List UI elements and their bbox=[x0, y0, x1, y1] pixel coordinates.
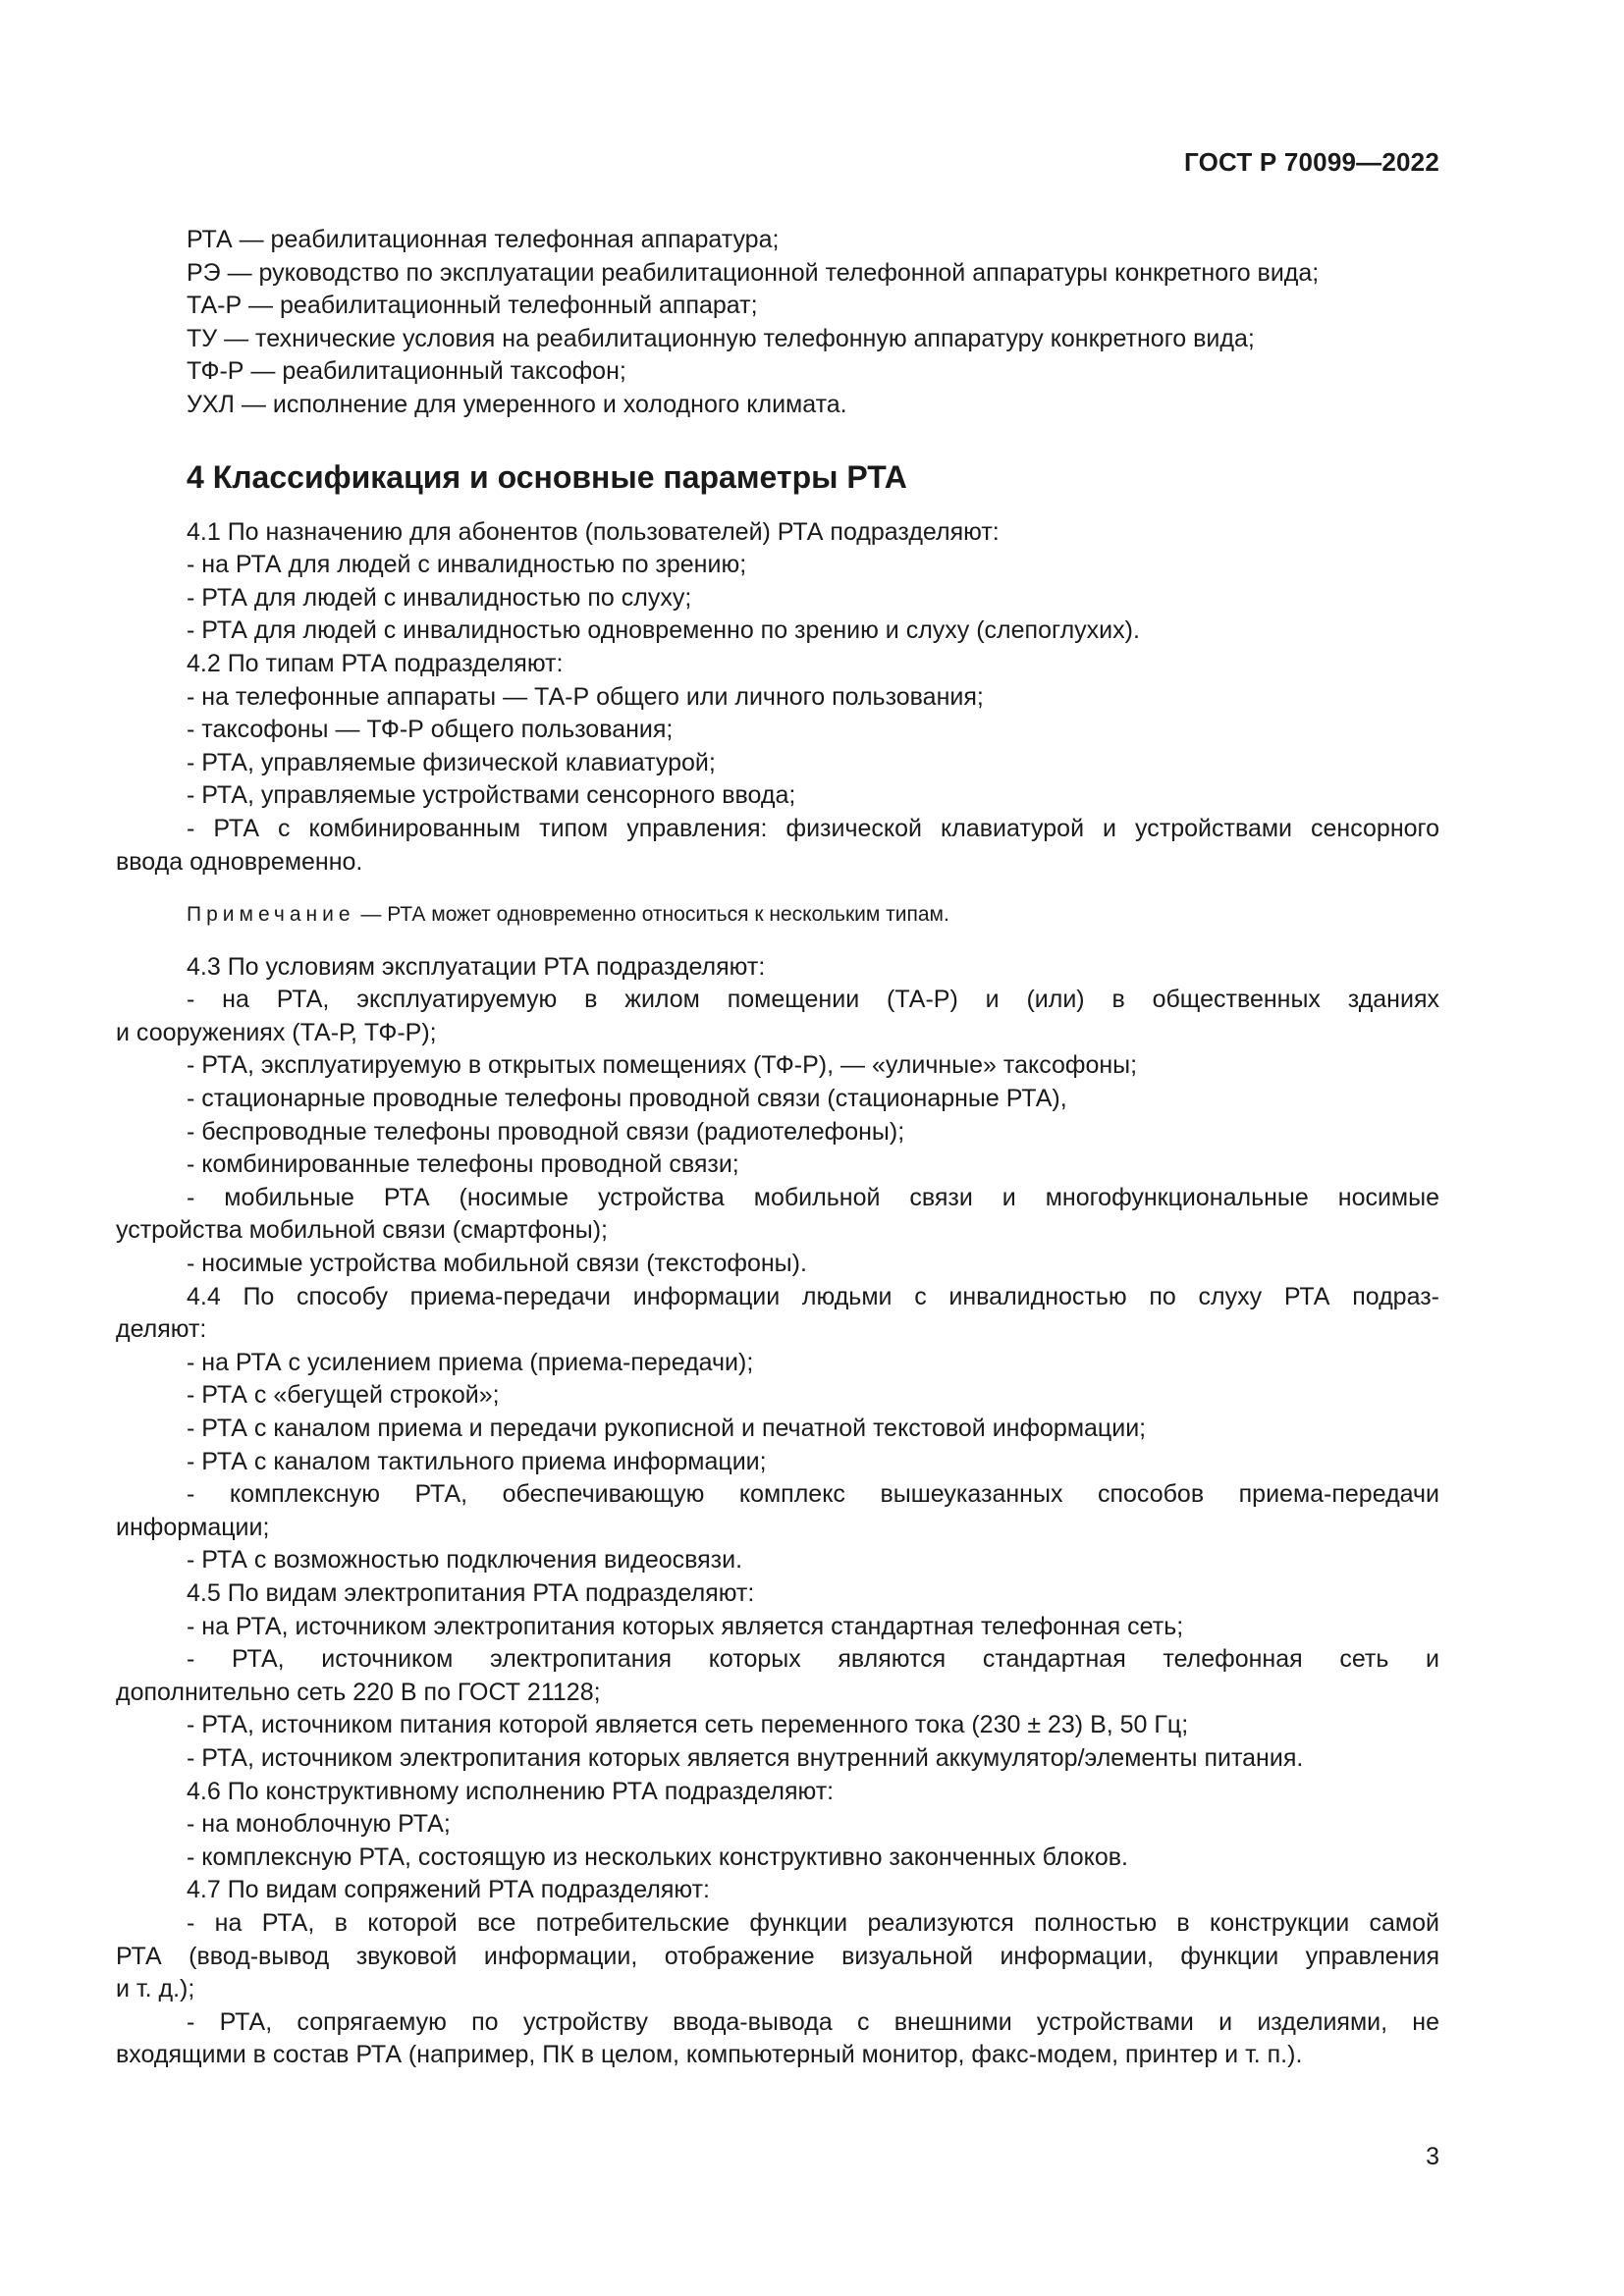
page-number: 3 bbox=[1426, 2143, 1439, 2170]
list-item: - на РТА, источником электропитания которых является стандартная телефонная сеть; bbox=[187, 1612, 1184, 1640]
abbr-line: РТА — реабилитационная телефонная аппаратура; bbox=[187, 226, 780, 253]
list-item: - РТА с возможностью подключения видеосвязи. bbox=[187, 1546, 743, 1575]
list-item: - РТА, управляемые физической клавиатурой; bbox=[187, 748, 716, 776]
list-item: - на телефонные аппараты — ТА-Р общего или личного пользования; bbox=[187, 682, 984, 711]
list-item-continuation: информации; bbox=[116, 1513, 270, 1541]
abbr-line: ТФ-Р — реабилитационный таксофон; bbox=[187, 357, 626, 386]
list-item: - РТА с каналом приема и передачи рукописной и печатной текстовой информации; bbox=[187, 1415, 1147, 1442]
list-item: - на РТА для людей с инвалидностью по зрению; bbox=[187, 551, 747, 579]
list-item: - РТА, источником электропитания которых являются стандартная телефонная сеть и bbox=[187, 1645, 1439, 1674]
list-item-continuation: и сооружениях (ТА-Р, ТФ-Р); bbox=[116, 1018, 437, 1046]
list-item: - комплексную РТА, состоящую из нескольких конструктивно законченных блоков. bbox=[187, 1842, 1128, 1871]
list-item: - на РТА, эксплуатируемую в жилом помещении (ТА-Р) и (или) в общественных зданиях bbox=[187, 986, 1439, 1014]
clause-lead: 4.1 По назначению для абонентов (пользователей) РТА подразделяют: bbox=[187, 517, 1000, 546]
list-item: - таксофоны — ТФ-Р общего пользования; bbox=[187, 716, 674, 744]
list-item-continuation: РТА (ввод-вывод звуковой информации, отображение визуальной информации, функции управления bbox=[116, 1942, 1439, 1970]
clause-lead: 4.6 По конструктивному исполнению РТА подразделяют: bbox=[187, 1777, 835, 1805]
list-item: - на моноблочную РТА; bbox=[187, 1810, 451, 1839]
clause-lead: 4.3 По условиям эксплуатации РТА подразделяют: bbox=[187, 952, 766, 981]
note bbox=[187, 898, 1439, 932]
list-item-continuation: устройства мобильной связи (смартфоны); bbox=[116, 1216, 609, 1245]
list-item: - беспроводные телефоны проводной связи (радиотелефоны); bbox=[187, 1117, 905, 1146]
list-item: - РТА, управляемые устройствами сенсорного ввода; bbox=[187, 781, 796, 810]
list-item: - комплексную РТА, обеспечивающую комплекс вышеуказанных способов приема-передачи bbox=[187, 1480, 1439, 1509]
list-item: - РТА, источником электропитания которых является внутренний аккумулятор/элементы питания. bbox=[187, 1743, 1304, 1772]
section-title: 4 Классификация и основные параметры РТА bbox=[187, 458, 907, 495]
list-item: - на РТА, в которой все потребительские функции реализуются полностью в конструкции самой bbox=[187, 1908, 1439, 1937]
list-item: - РТА для людей с инвалидностью по слуху; bbox=[187, 583, 692, 612]
list-item: - на РТА с усилением приема (приема-передачи); bbox=[187, 1348, 754, 1376]
list-item-continuation: входящими в состав РТА (например, ПК в целом, компьютерный монитор, факс-модем, принтер и т. п.). bbox=[116, 2041, 1303, 2069]
clause-lead: 4.2 По типам РТА подразделяют: bbox=[187, 649, 564, 677]
note-label: Примечание bbox=[187, 903, 355, 927]
list-item: - стационарные проводные телефоны проводной связи (стационарные РТА), bbox=[187, 1085, 1067, 1113]
list-item: - РТА с каналом тактильного приема информации; bbox=[187, 1447, 767, 1475]
clause-lead-continuation: деляют: bbox=[116, 1315, 207, 1344]
list-item: - РТА с комбинированным типом управления: физической клавиатурой и устройствами сенсорного bbox=[187, 814, 1439, 842]
list-item-continuation: ввода одновременно. bbox=[116, 847, 363, 876]
list-item: - РТА, эксплуатируемую в открытых помещениях (ТФ-Р), — «уличные» таксофоны; bbox=[187, 1051, 1138, 1080]
clause-lead: 4.7 По видам сопряжений РТА подразделяют: bbox=[187, 1876, 710, 1904]
document-header: ГОСТ Р 70099—2022 bbox=[1184, 147, 1439, 177]
list-item: - РТА, сопрягаемую по устройству ввода-вывода с внешними устройствами и изделиями, не bbox=[187, 2007, 1439, 2036]
list-item: - РТА для людей с инвалидностью одновременно по зрению и слуху (слепоглухих). bbox=[187, 616, 1140, 645]
abbr-line: РЭ — руководство по эксплуатации реабилитационной телефонной аппаратуры конкретного вида; bbox=[187, 258, 1320, 287]
abbr-line: ТУ — технические условия на реабилитационную телефонную аппаратуру конкретного вида; bbox=[187, 324, 1255, 352]
clause-lead: 4.5 По видам электропитания РТА подразделяют: bbox=[187, 1578, 755, 1607]
note-text: — РТА может одновременно относиться к нескольким типам. bbox=[354, 903, 949, 927]
list-item: - мобильные РТА (носимые устройства мобильной связи и многофункциональные носимые bbox=[187, 1183, 1439, 1211]
clause-lead: 4.4 По способу приема-передачи информации людьми с инвалидностью по слуху РТА подраз- bbox=[187, 1282, 1439, 1310]
list-item-continuation: дополнительно сеть 220 В по ГОСТ 21128; bbox=[116, 1678, 601, 1706]
abbr-line: УХЛ — исполнение для умеренного и холодного климата. bbox=[187, 390, 847, 418]
list-item: - носимые устройства мобильной связи (текстофоны). bbox=[187, 1250, 807, 1278]
list-item: - комбинированные телефоны проводной связи; bbox=[187, 1150, 739, 1179]
list-item: - РТА, источником питания которой является сеть переменного тока (230 ± 23) В, 50 Гц; bbox=[187, 1711, 1189, 1739]
page-content bbox=[116, 224, 1439, 2072]
abbr-line: ТА-Р — реабилитационный телефонный аппарат; bbox=[187, 292, 758, 320]
list-item-continuation: и т. д.); bbox=[116, 1975, 195, 2003]
list-item: - РТА с «бегущей строкой»; bbox=[187, 1381, 500, 1410]
